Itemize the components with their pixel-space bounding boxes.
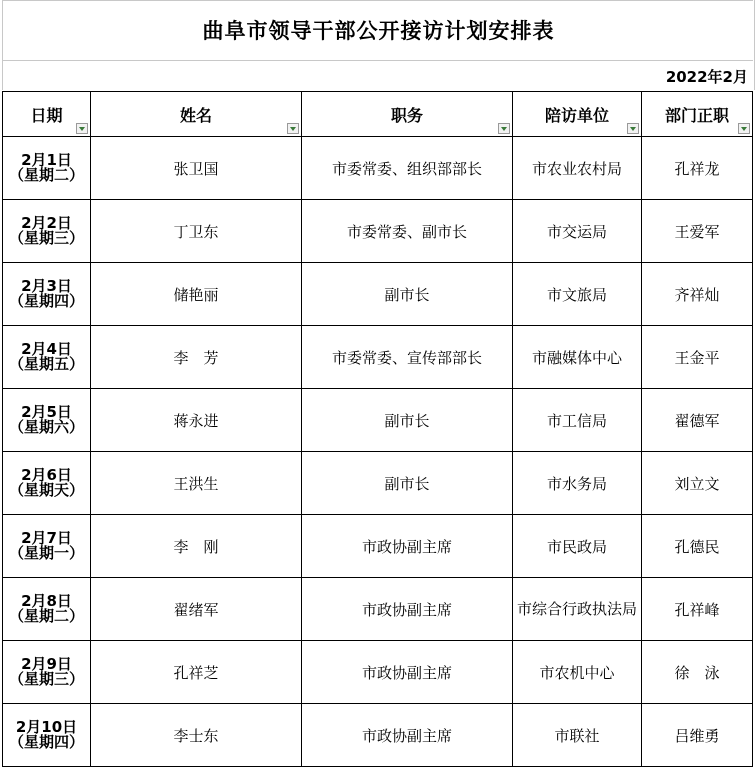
table-row (3, 515, 753, 578)
title-row[interactable] (2, 0, 755, 60)
header-position-label: 职务 (390, 105, 423, 125)
header-position[interactable] (302, 92, 513, 137)
unit-cell[interactable]: 市联社 (513, 704, 642, 767)
name-cell[interactable]: 孔祥芝 (91, 641, 302, 704)
date-cell[interactable]: 2月5日 （星期六） (3, 389, 91, 452)
head-cell[interactable]: 翟德军 (642, 389, 753, 452)
position-cell[interactable]: 市政协副主席 (302, 704, 513, 767)
filter-dropdown-icon[interactable] (627, 123, 639, 134)
position-cell[interactable]: 副市长 (302, 452, 513, 515)
table-row (3, 389, 753, 452)
unit-cell[interactable]: 市民政局 (513, 515, 642, 578)
table-row (3, 641, 753, 704)
unit-cell[interactable]: 市交运局 (513, 200, 642, 263)
month-label: 2022年2月 (665, 68, 748, 86)
filter-dropdown-icon[interactable] (738, 123, 750, 134)
date-cell[interactable]: 2月2日 （星期三） (3, 200, 91, 263)
table-row (3, 200, 753, 263)
unit-cell-text: 市综合行政执法局 (517, 600, 638, 618)
position-cell[interactable]: 市委常委、副市长 (302, 200, 513, 263)
filter-dropdown-icon[interactable] (76, 123, 88, 134)
date-cell[interactable]: 2月9日 （星期三） (3, 641, 91, 704)
header-row (3, 92, 753, 137)
name-cell[interactable]: 李士东 (91, 704, 302, 767)
unit-cell[interactable]: 市水务局 (513, 452, 642, 515)
head-cell[interactable]: 刘立文 (642, 452, 753, 515)
unit-cell[interactable]: 市工信局 (513, 389, 642, 452)
header-name-label: 姓名 (179, 105, 212, 125)
date-cell[interactable]: 2月4日 （星期五） (3, 326, 91, 389)
sheet-title: 曲阜市领导干部公开接访计划安排表 (202, 18, 555, 43)
date-cell[interactable]: 2月3日 （星期四） (3, 263, 91, 326)
table-row (3, 263, 753, 326)
position-cell[interactable]: 市政协副主席 (302, 515, 513, 578)
position-cell[interactable]: 市委常委、宣传部部长 (302, 326, 513, 389)
filter-dropdown-icon[interactable] (287, 123, 299, 134)
header-date-label: 日期 (30, 105, 63, 125)
position-cell[interactable]: 副市长 (302, 263, 513, 326)
position-cell[interactable]: 市政协副主席 (302, 578, 513, 641)
table-row (3, 704, 753, 767)
name-cell[interactable]: 王洪生 (91, 452, 302, 515)
header-head-label: 部门正职 (664, 105, 729, 125)
header-name[interactable] (91, 92, 302, 137)
table-row (3, 137, 753, 200)
table-row (3, 326, 753, 389)
table-row (3, 452, 753, 515)
header-unit[interactable] (513, 92, 642, 137)
month-row[interactable] (2, 60, 755, 90)
head-cell[interactable]: 王爱军 (642, 200, 753, 263)
name-cell[interactable]: 蒋永进 (91, 389, 302, 452)
filter-dropdown-icon[interactable] (498, 123, 510, 134)
unit-cell[interactable]: 市文旅局 (513, 263, 642, 326)
head-cell[interactable]: 孔祥龙 (642, 137, 753, 200)
unit-cell[interactable] (513, 578, 642, 641)
name-cell[interactable]: 翟绪军 (91, 578, 302, 641)
name-cell[interactable]: 李 刚 (91, 515, 302, 578)
header-unit-label: 陪访单位 (544, 105, 609, 125)
head-cell[interactable]: 徐 泳 (642, 641, 753, 704)
header-date[interactable] (3, 92, 91, 137)
position-cell[interactable]: 市委常委、组织部部长 (302, 137, 513, 200)
schedule-table (2, 91, 753, 767)
table-row (3, 578, 753, 641)
head-cell[interactable]: 孔祥峰 (642, 578, 753, 641)
name-cell[interactable]: 丁卫东 (91, 200, 302, 263)
name-cell[interactable]: 储艳丽 (91, 263, 302, 326)
name-cell[interactable]: 张卫国 (91, 137, 302, 200)
date-cell[interactable]: 2月6日 （星期天） (3, 452, 91, 515)
date-cell[interactable]: 2月1日 （星期二） (3, 137, 91, 200)
head-cell[interactable]: 吕维勇 (642, 704, 753, 767)
position-cell[interactable]: 市政协副主席 (302, 641, 513, 704)
head-cell[interactable]: 齐祥灿 (642, 263, 753, 326)
header-head[interactable] (642, 92, 753, 137)
unit-cell[interactable]: 市融媒体中心 (513, 326, 642, 389)
head-cell[interactable]: 孔德民 (642, 515, 753, 578)
position-cell[interactable]: 副市长 (302, 389, 513, 452)
date-cell[interactable]: 2月7日 （星期一） (3, 515, 91, 578)
name-cell[interactable]: 李 芳 (91, 326, 302, 389)
unit-cell[interactable]: 市农机中心 (513, 641, 642, 704)
date-cell[interactable]: 2月8日 （星期二） (3, 578, 91, 641)
unit-cell[interactable]: 市农业农村局 (513, 137, 642, 200)
date-cell[interactable]: 2月10日 （星期四） (3, 704, 91, 767)
head-cell[interactable]: 王金平 (642, 326, 753, 389)
